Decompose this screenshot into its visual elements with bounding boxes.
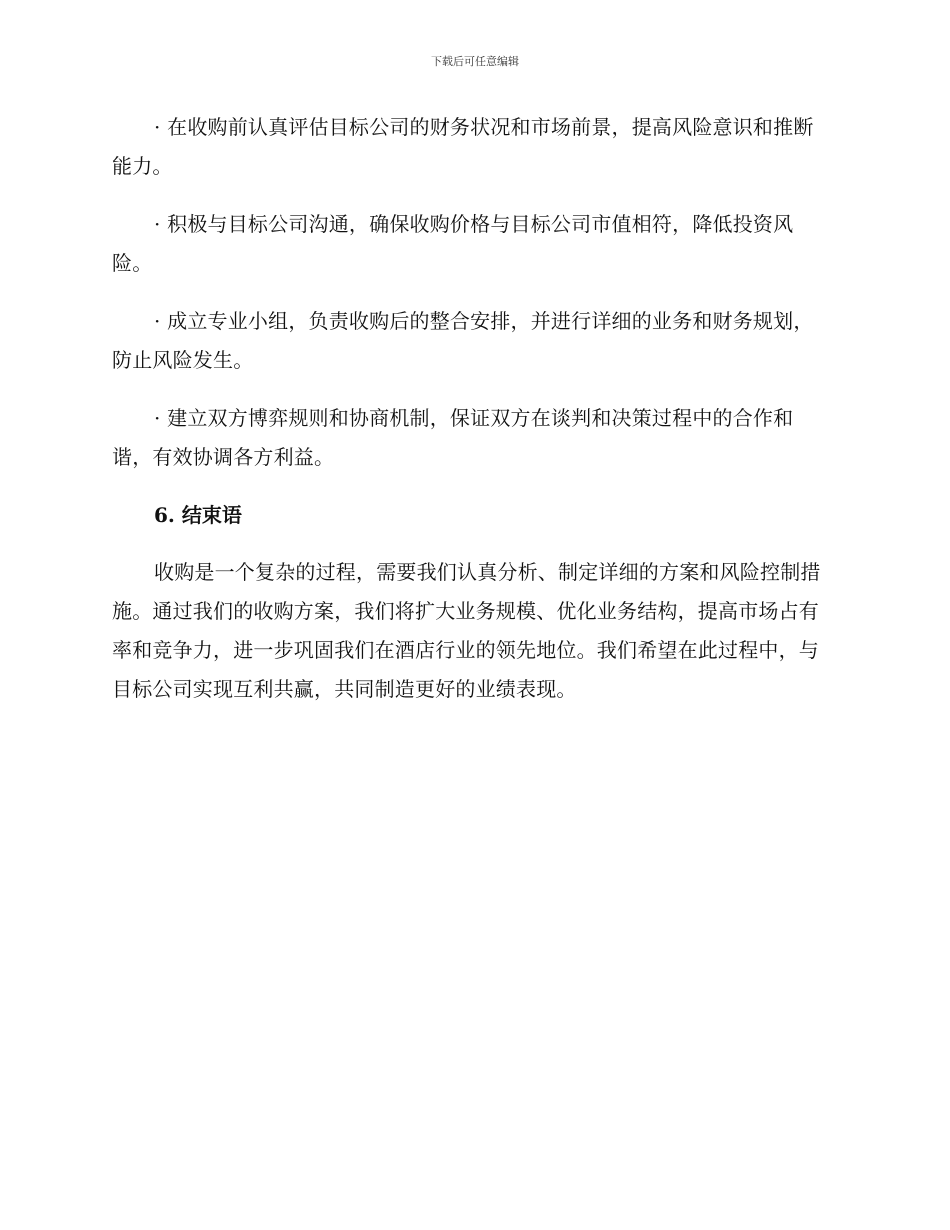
bullet-paragraph: · 成立专业小组，负责收购后的整合安排，并进行详细的业务和财务规划，防止风险发生。: [112, 309, 814, 372]
conclusion-paragraph: 收购是一个复杂的过程，需要我们认真分析、制定详细的方案和风险控制措施。通过我们的收购方案，我们将扩大业务规模、优化业务结构，提高市场占有率和竞争力，进一步巩固我们在酒店行业的领先地位。我们希望在此过程中，与目标公司实现互利共赢，共同制造更好的业绩表现。: [112, 560, 821, 701]
document-body: [112, 108, 832, 728]
section-heading: 6. 结束语: [154, 503, 242, 527]
bullet-paragraph: · 在收购前认真评估目标公司的财务状况和市场前景，提高风险意识和推断能力。: [112, 115, 814, 178]
bullet-paragraph: · 建立双方博弈规则和协商机制，保证双方在谈判和决策过程中的合作和谐，有效协调各方利益。: [112, 406, 794, 469]
bullet-paragraph: · 积极与目标公司沟通，确保收购价格与目标公司市值相符，降低投资风险。: [112, 212, 794, 275]
header-note: 下载后可任意编辑: [431, 55, 519, 68]
